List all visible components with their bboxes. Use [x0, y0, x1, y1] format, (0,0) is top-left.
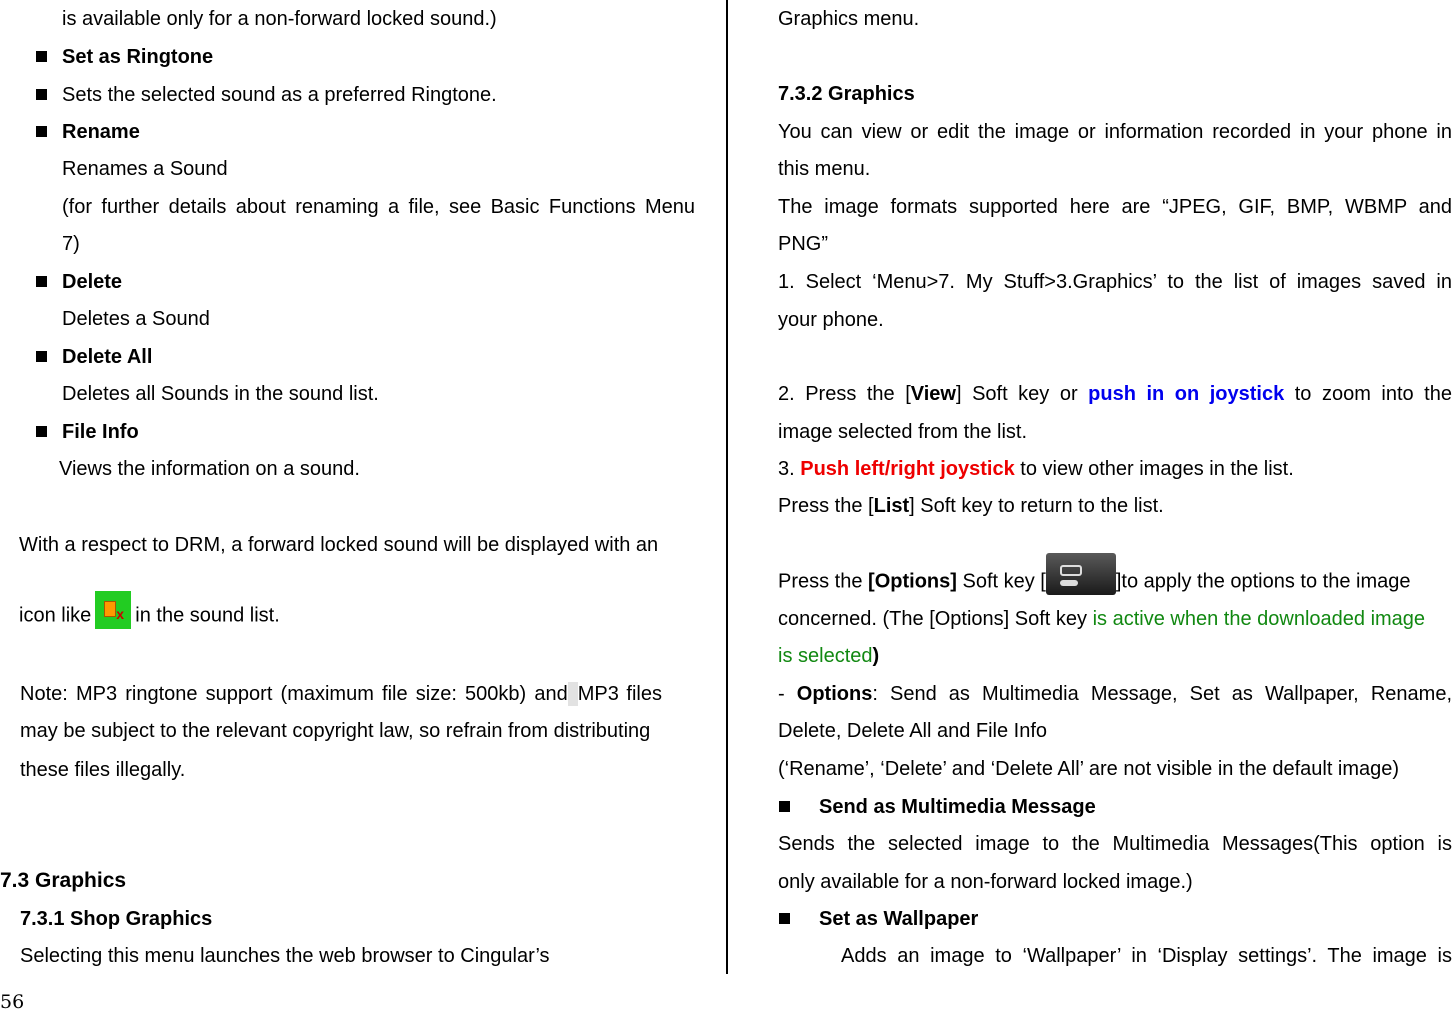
note-line-1-a: Note: MP3 ringtone support (maximum file size: 500kb) and: [20, 683, 568, 705]
note-line-1: [20, 682, 662, 706]
options-list-key: Options: [796, 683, 873, 705]
bullet-icon: [36, 276, 47, 287]
options-list-b: : Send as Multimedia Message, Set as Wallpaper, Rename,: [872, 683, 1452, 705]
options-a: Press the: [778, 570, 863, 593]
bullet-icon: [36, 426, 47, 437]
step2-line-1: [778, 382, 1452, 406]
list-b: ] Soft key to return to the list.: [909, 495, 1164, 517]
step1-line-2: your phone.: [778, 309, 884, 331]
note-line-2: may be subject to the relevant copyright law, so refrain from distributing: [20, 720, 651, 742]
bullet-icon: [36, 351, 47, 362]
options-line: [778, 561, 1452, 603]
file-info-desc: Views the information on a sound.: [59, 458, 360, 480]
step2-a: 2. Press the [: [778, 383, 911, 405]
step3-b: to view other images in the list.: [1020, 458, 1294, 480]
push-joystick-emphasis: push in on joystick: [1088, 383, 1285, 405]
options-note: (‘Rename’, ‘Delete’ and ‘Delete All’ are not visible in the default image): [778, 758, 1400, 780]
bullet-icon: [36, 126, 47, 137]
view-key-label: View: [910, 383, 956, 405]
rename-note-1: (for further details about renaming a file, see Basic Functions Menu: [62, 196, 695, 218]
concerned-line: [778, 607, 1425, 631]
p2-line-2: PNG”: [778, 233, 828, 255]
bullet-icon: [36, 51, 47, 62]
delete-desc: Deletes a Sound: [62, 308, 210, 330]
left-line-available: is available only for a non-forward locked sound.): [62, 8, 497, 30]
step2-line-2: image selected from the list.: [778, 421, 1027, 443]
p2-line-1: The image formats supported here are “JPEG, GIF, BMP, WBMP and: [778, 196, 1452, 218]
push-left-right-emphasis: Push left/right joystick: [800, 458, 1015, 480]
list-line: [778, 494, 1164, 518]
shop-graphics-desc: Selecting this menu launches the web browser to Cingular’s: [20, 945, 550, 967]
drm-line-2-b: in the sound list.: [135, 604, 280, 627]
list-key-label: List: [873, 495, 910, 517]
drm-line-1: With a respect to DRM, a forward locked sound will be displayed with an: [19, 534, 659, 556]
selected-green: is selected: [778, 645, 873, 667]
note-line-1-b: MP3 files: [577, 683, 662, 705]
options-c: ]to apply the options to the image: [1115, 570, 1411, 593]
set-wallpaper-desc: Adds an image to ‘Wallpaper’ in ‘Display settings’. The image is: [841, 945, 1452, 967]
set-wallpaper-heading: Set as Wallpaper: [819, 908, 979, 930]
p1-line-1: You can view or edit the image or information recorded in your phone in: [778, 121, 1452, 143]
drm-locked-sound-icon: x: [95, 591, 131, 629]
options-key-label: [Options]: [868, 570, 957, 593]
bullet-icon: [779, 913, 790, 924]
options-list-line-2: Delete, Delete All and File Info: [778, 720, 1048, 742]
bullet-icon: [36, 89, 47, 100]
selected-line: [778, 644, 879, 668]
concerned-green: is active when the downloaded image: [1092, 608, 1426, 630]
step3-line: [778, 457, 1294, 481]
rename-heading: Rename: [62, 121, 140, 143]
set-ringtone-heading: Set as Ringtone: [62, 46, 214, 68]
options-list-dash: -: [778, 683, 785, 705]
p1-line-2: this menu.: [778, 158, 871, 180]
shop-graphics-heading: 7.3.1 Shop Graphics: [20, 908, 213, 930]
drm-line-2: [19, 597, 280, 635]
send-mms-desc-2: only available for a non-forward locked image.): [778, 871, 1193, 893]
delete-all-heading: Delete All: [62, 346, 153, 368]
graphics-heading: 7.3.2 Graphics: [778, 83, 915, 105]
options-softkey-icon: [1046, 553, 1116, 595]
options-b: Soft key [: [962, 570, 1046, 593]
step2-c: to zoom into the: [1294, 383, 1452, 405]
step2-b: ] Soft key or: [955, 383, 1078, 405]
send-mms-desc-1: Sends the selected image to the Multimedia Messages(This option is: [778, 833, 1452, 855]
graphics-menu-line: Graphics menu.: [778, 8, 920, 30]
drm-line-2-a: icon like: [19, 604, 92, 627]
rename-note-2: 7): [62, 233, 80, 255]
step1-line-1: 1. Select ‘Menu>7. My Stuff>3.Graphics’ to the list of images saved in: [778, 271, 1452, 293]
options-list-line-1: [778, 682, 1452, 706]
page-number: 56: [0, 991, 25, 1013]
file-info-heading: File Info: [62, 421, 139, 443]
step3-a: 3.: [778, 458, 795, 480]
list-a: Press the [: [778, 495, 874, 517]
selected-paren: ): [872, 645, 880, 667]
column-divider: [726, 0, 728, 974]
bullet-icon: [779, 801, 790, 812]
section-title: 7.3 Graphics: [0, 869, 127, 892]
send-mms-heading: Send as Multimedia Message: [819, 796, 1096, 818]
set-ringtone-desc: Sets the selected sound as a preferred Ringtone.: [62, 84, 497, 106]
delete-all-desc: Deletes all Sounds in the sound list.: [62, 383, 379, 405]
rename-desc: Renames a Sound: [62, 158, 228, 180]
concerned-a: concerned. (The [Options] Soft key: [778, 608, 1088, 630]
note-line-3: these files illegally.: [20, 759, 186, 781]
delete-heading: Delete: [62, 271, 123, 293]
